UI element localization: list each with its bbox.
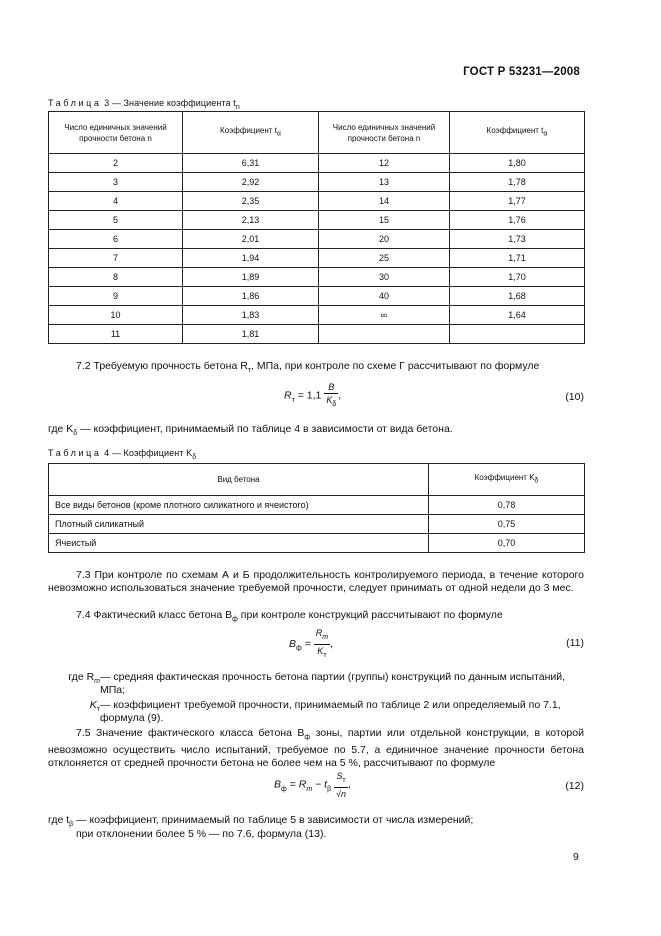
- table3-row: [49, 173, 585, 192]
- table3-cell: 10: [49, 306, 183, 325]
- table3-body: [49, 154, 585, 344]
- table3-cell: 25: [319, 249, 450, 268]
- table4-row: [49, 534, 585, 553]
- table3-caption-text: 3 — Значение коэффициента t: [104, 98, 236, 108]
- header-text: Коэффициент t: [486, 126, 544, 136]
- para75-text: 7.5 Значение фактического класса бетона B: [76, 727, 305, 739]
- table3-cell: 2,92: [183, 173, 319, 192]
- table3-cell: 1,73: [450, 230, 585, 249]
- table3-row: [49, 211, 585, 230]
- formula-11-expression: [289, 627, 333, 662]
- definition-term: [48, 671, 100, 697]
- f10-den-sub: δ: [332, 400, 337, 408]
- where12-pre: где t: [48, 814, 70, 826]
- where10-text: — коэффициент, принимаемый по таблице 4 в зависимости от вида бетона.: [77, 423, 453, 435]
- paragraph-7-2: [48, 360, 584, 377]
- para74-text: 7.4 Фактический класс бетона B: [76, 609, 233, 621]
- table4-type-cell: Ячеистый: [49, 534, 429, 553]
- table4-coef-cell: 0,70: [429, 534, 585, 553]
- dash: —: [100, 671, 114, 683]
- table3-cell: 13: [319, 173, 450, 192]
- f12-lhs-sub: ф: [281, 785, 287, 793]
- f10-num: B: [324, 381, 338, 394]
- table4-body: [49, 496, 585, 553]
- definition-desc: [100, 671, 584, 697]
- table4-header-type: Вид бетона: [49, 464, 429, 496]
- formula-12-number: (12): [565, 780, 584, 792]
- f11-tail: ,: [330, 638, 334, 651]
- paragraph-7-4: [48, 609, 584, 626]
- f12-t-sub: β: [327, 785, 332, 793]
- table3-header-coef-left: [183, 112, 319, 154]
- formula-11: [48, 627, 584, 661]
- f12-eq: =: [286, 778, 299, 791]
- paragraph-7-5: [48, 727, 584, 770]
- table3-cell: 7: [49, 249, 183, 268]
- table3-row: [49, 192, 585, 211]
- table4-caption: [48, 448, 196, 461]
- where10-pre: где K: [48, 423, 74, 435]
- table3-cell: ∞: [319, 306, 450, 325]
- table4: [48, 463, 585, 553]
- table3-cell: 1,68: [450, 287, 585, 306]
- where12-text: — коэффициент, принимаемый по таблице 5 в зависимости от числа измерений;: [73, 814, 474, 826]
- f11-eq: =: [301, 638, 314, 651]
- para72-rest: , МПа, при контроле по схеме Г рассчитывают по формуле: [251, 360, 540, 372]
- f12-num-sub: т: [342, 776, 346, 784]
- table4-caption-text: 4 — Коэффициент K: [104, 448, 193, 458]
- table3-cell: 1,77: [450, 192, 585, 211]
- f12-num: [334, 770, 348, 788]
- table3-cell: 1,83: [183, 306, 319, 325]
- header-text: Коэффициент t: [220, 126, 277, 136]
- para75-sub: ф: [304, 734, 311, 742]
- f12-rm-sub: m: [306, 785, 313, 793]
- f12-den: √n: [336, 788, 346, 799]
- table3-row: [49, 230, 585, 249]
- table3-cell: 2,35: [183, 192, 319, 211]
- header-text: Коэффициент K: [474, 473, 535, 483]
- table3-cell: 14: [319, 192, 450, 211]
- table3-caption-word: Таблица: [48, 98, 102, 108]
- where-10: [48, 423, 584, 440]
- para75-rest: зоны, партии или отдельной конструкции, в которой невозможно осуществить число испытаний, требуемое по 5.7, а единичное значение прочности бетона отклоняется от средней прочности бетона не более чем на 5 %, рассчитывают по формуле: [48, 727, 584, 770]
- f12-rm: R: [298, 778, 307, 791]
- table3-cell: 20: [319, 230, 450, 249]
- table4-header-row: [49, 464, 585, 496]
- para72-text: 7.2 Требуемую прочность бетона R: [76, 360, 248, 372]
- table3-row: [49, 325, 585, 344]
- table3-cell: 1,89: [183, 268, 319, 287]
- table3-cell: 6: [49, 230, 183, 249]
- table3-row: [49, 249, 585, 268]
- f10-den: [324, 394, 338, 411]
- where12-sub: β: [69, 821, 74, 829]
- f11-num-sub: m: [322, 633, 329, 641]
- table4-row: [49, 496, 585, 515]
- para74-sub: ф: [232, 616, 238, 624]
- table3-cell: [319, 325, 450, 344]
- table3-cell: 2: [49, 154, 183, 173]
- table4-type-cell: Все виды бетонов (кроме плотного силикатного и ячеистого): [49, 496, 429, 515]
- where10-sub: δ: [73, 430, 78, 438]
- paragraph-7-3: 7.3 При контроле по схемам А и Б продолжительность контролируемого периода, в течение которого невозможно использоваться значение требуемой прочности, следует принимать от одной недели до 3 мес.: [48, 569, 584, 594]
- table3-cell: 15: [319, 211, 450, 230]
- definition-row: [48, 671, 584, 697]
- table3-cell: 4: [49, 192, 183, 211]
- formula-12: [48, 770, 584, 804]
- table4-coef-cell: 0,78: [429, 496, 585, 515]
- f11-num-text: R: [315, 628, 323, 638]
- table3-cell: 1,64: [450, 306, 585, 325]
- header-sub: δ: [534, 477, 539, 485]
- document-code: ГОСТ Р 53231—2008: [463, 66, 580, 78]
- f10-fraction: [324, 381, 338, 411]
- f10-lhs-sub: т: [291, 396, 295, 404]
- f12-fraction: [334, 770, 348, 800]
- table3-cell: 1,86: [183, 287, 319, 306]
- f11-den-text: K: [317, 645, 324, 656]
- f12-lhs: B: [274, 778, 282, 791]
- table3-cell: 1,81: [183, 325, 319, 344]
- table3-cell: 9: [49, 287, 183, 306]
- table3-cell: 2,01: [183, 230, 319, 249]
- table3-cell: 5: [49, 211, 183, 230]
- table4-header-coef: [429, 464, 585, 496]
- desc-text: коэффициент требуемой прочности, принимаемый по таблице 2 или определяемый по 7.1, формула (9).: [100, 699, 561, 724]
- term-sub: m: [94, 678, 100, 686]
- table3-row: [49, 268, 585, 287]
- definition-row: [48, 699, 584, 725]
- desc-text: средняя фактическая прочность бетона партии (группы) конструкций по данным испытаний, МПа;: [100, 671, 566, 696]
- table3-cell: 12: [319, 154, 450, 173]
- table4-caption-sub: δ: [192, 453, 197, 461]
- table3-header-n-left: Число единичных значений прочности бетона n: [49, 112, 183, 154]
- table3-caption: [48, 98, 240, 111]
- header-sub: α: [543, 130, 548, 138]
- table3-caption-sub: n: [235, 103, 240, 111]
- table3-cell: 30: [319, 268, 450, 287]
- f10-tail: ,: [338, 389, 342, 402]
- table3-cell: 11: [49, 325, 183, 344]
- header-sub: α: [276, 130, 281, 138]
- table3-cell: 1,70: [450, 268, 585, 287]
- f10-lhs: R: [284, 389, 292, 402]
- table3: [48, 111, 585, 344]
- table3-header-coef-right: [450, 112, 585, 154]
- definition-term: [48, 699, 100, 725]
- table3-cell: 1,78: [450, 173, 585, 192]
- where-12-continuation: при отклонении более 5 % — по 7.6, формула (13).: [76, 828, 327, 840]
- table3-row: [49, 287, 585, 306]
- table4-type-cell: Плотный силикатный: [49, 515, 429, 534]
- table3-cell: 1,71: [450, 249, 585, 268]
- table4-coef-cell: 0,75: [429, 515, 585, 534]
- f11-den: [314, 645, 330, 662]
- table4-caption-word: Таблица: [48, 448, 102, 458]
- f10-den-text: K: [326, 395, 333, 405]
- table3-header-row: [49, 112, 585, 154]
- page-number: 9: [573, 851, 579, 863]
- definition-desc: [100, 699, 584, 725]
- term-text: K: [89, 699, 97, 711]
- f12-minus-t: − t: [312, 778, 328, 791]
- term-sub: т: [96, 706, 100, 714]
- formula-10-expression: [284, 381, 341, 411]
- table4-row: [49, 515, 585, 534]
- formula-11-number: (11): [566, 637, 584, 649]
- term-text: где R: [68, 671, 95, 683]
- f11-den-sub: т: [323, 651, 327, 659]
- table3-header-n-right: Число единичных значений прочности бетона n: [319, 112, 450, 154]
- f11-num: [314, 627, 330, 645]
- table3-cell: 1,76: [450, 211, 585, 230]
- table3-cell: [450, 325, 585, 344]
- formula-10: [48, 381, 584, 415]
- para72-sub: т: [247, 367, 251, 375]
- f12-tail: ,: [347, 778, 351, 791]
- definitions-11: [48, 671, 584, 725]
- f11-fraction: [314, 627, 330, 662]
- table3-cell: 6,31: [183, 154, 319, 173]
- f12-num-text: S: [336, 771, 343, 781]
- formula-12-expression: [274, 770, 351, 800]
- table3-cell: 3: [49, 173, 183, 192]
- table3-cell: 2,13: [183, 211, 319, 230]
- table3-cell: 40: [319, 287, 450, 306]
- table3-cell: 8: [49, 268, 183, 287]
- f11-lhs: B: [289, 638, 297, 651]
- para74-rest: при контроле конструкций рассчитывают по формуле: [237, 609, 503, 621]
- table3-row: [49, 306, 585, 325]
- f11-lhs-sub: ф: [296, 645, 302, 653]
- table3-cell: 1,80: [450, 154, 585, 173]
- table3-cell: 1,94: [183, 249, 319, 268]
- f10-eq: = 1,1: [294, 389, 322, 402]
- table3-row: [49, 154, 585, 173]
- dash: —: [100, 699, 114, 711]
- formula-10-number: (10): [565, 391, 584, 403]
